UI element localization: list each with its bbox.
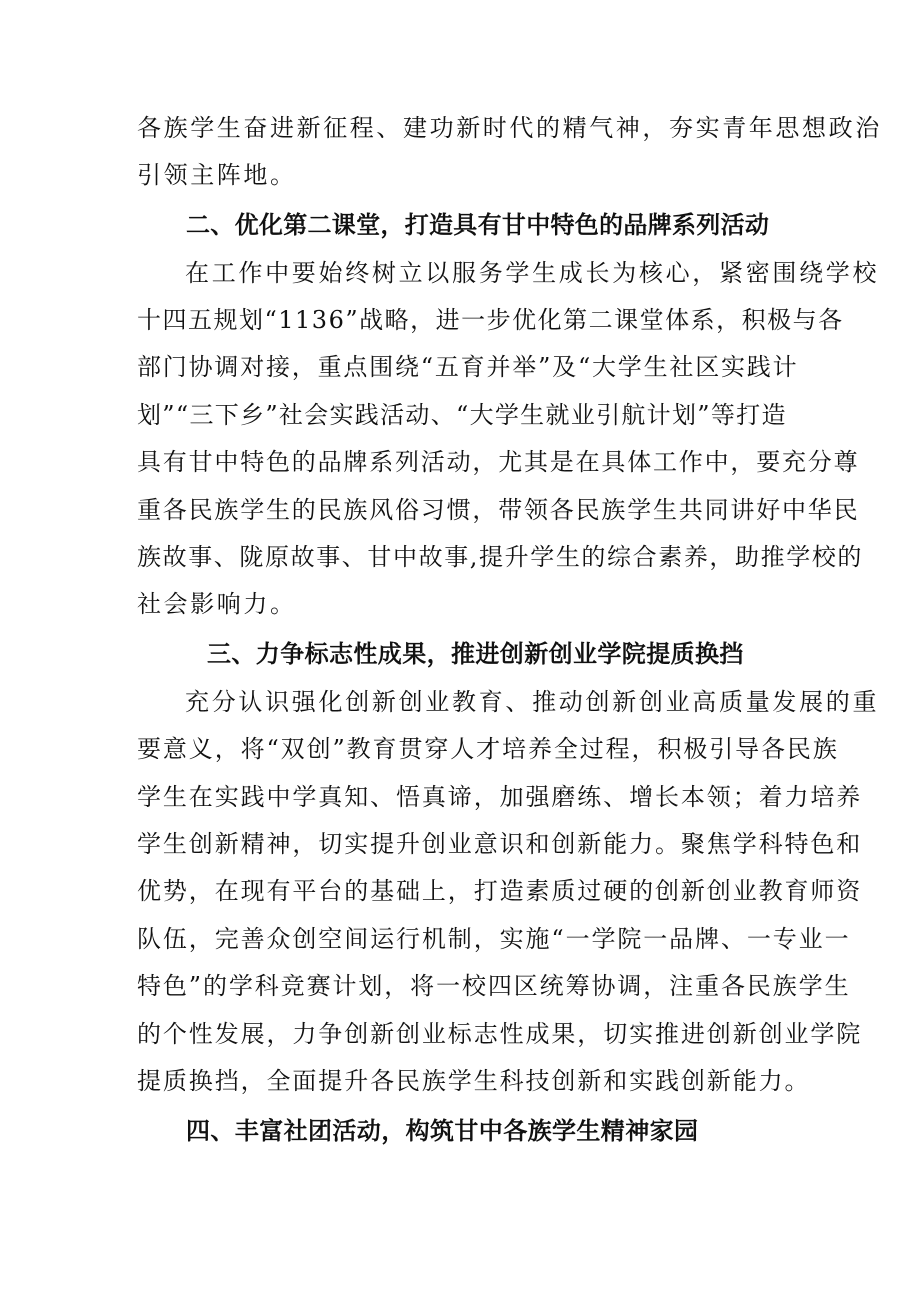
paragraph-line: 充分认识强化创新创业教育、推动创新创业高质量发展的重 <box>185 688 880 716</box>
paragraph-line: 具有甘中特色的品牌系列活动，尤其是在具体工作中，要充分尊 <box>137 448 860 476</box>
paragraph-line: 引领主阵地。 <box>137 161 297 189</box>
paragraph-line: 学生创新精神，切实提升创业意识和创新能力。聚焦学科特色和 <box>137 830 863 858</box>
paragraph-line: 十四五规划“1136”战略，进一步优化第二课堂体系，积极与各 <box>137 306 844 334</box>
paragraph-line: 提质换挡，全面提升各民族学生科技创新和实践创新能力。 <box>137 1067 811 1095</box>
paragraph-line: 部门协调对接，重点围绕“五育并举”及“大学生社区实践计 <box>137 353 799 381</box>
paragraph-line: 社会影响力。 <box>137 590 297 618</box>
paragraph-line: 优势，在现有平台的基础上，打造素质过硬的创新创业教育师资 <box>137 877 863 905</box>
section-heading: 三、力争标志性成果，推进创新创业学院提质换挡 <box>207 640 744 668</box>
paragraph-line: 要意义，将“双创”教育贯穿人才培养全过程，积极引导各民族 <box>137 735 839 763</box>
section-heading: 四、丰富社团活动，构筑甘中各族学生精神家园 <box>186 1117 699 1145</box>
paragraph-line: 各族学生奋进新征程、建功新时代的精气神，夯实青年思想政治 <box>137 114 882 142</box>
paragraph-line: 特色”的学科竞赛计划，将一校四区统筹协调，注重各民族学生 <box>137 972 851 1000</box>
paragraph-line: 学生在实践中学真知、悟真谛，加强磨练、增长本领；着力培养 <box>137 783 863 811</box>
paragraph-line: 重各民族学生的民族风俗习惯，带领各民族学生共同讲好中华民 <box>137 496 860 524</box>
paragraph-line: 族故事、陇原故事、甘中故事,提升学生的综合素养，助推学校的 <box>137 543 864 571</box>
paragraph-line: 队伍，完善众创空间运行机制，实施“一学院一品牌、一专业一 <box>137 925 851 953</box>
paragraph-line: 划”“三下乡”社会实践活动、“大学生就业引航计划”等打造 <box>137 401 787 429</box>
paragraph-line: 在工作中要始终树立以服务学生成长为核心，紧密围绕学校 <box>185 259 880 287</box>
section-heading: 二、优化第二课堂，打造具有甘中特色的品牌系列活动 <box>186 211 770 239</box>
paragraph-line: 的个性发展，力争创新创业标志性成果，切实推进创新创业学院 <box>137 1020 863 1048</box>
